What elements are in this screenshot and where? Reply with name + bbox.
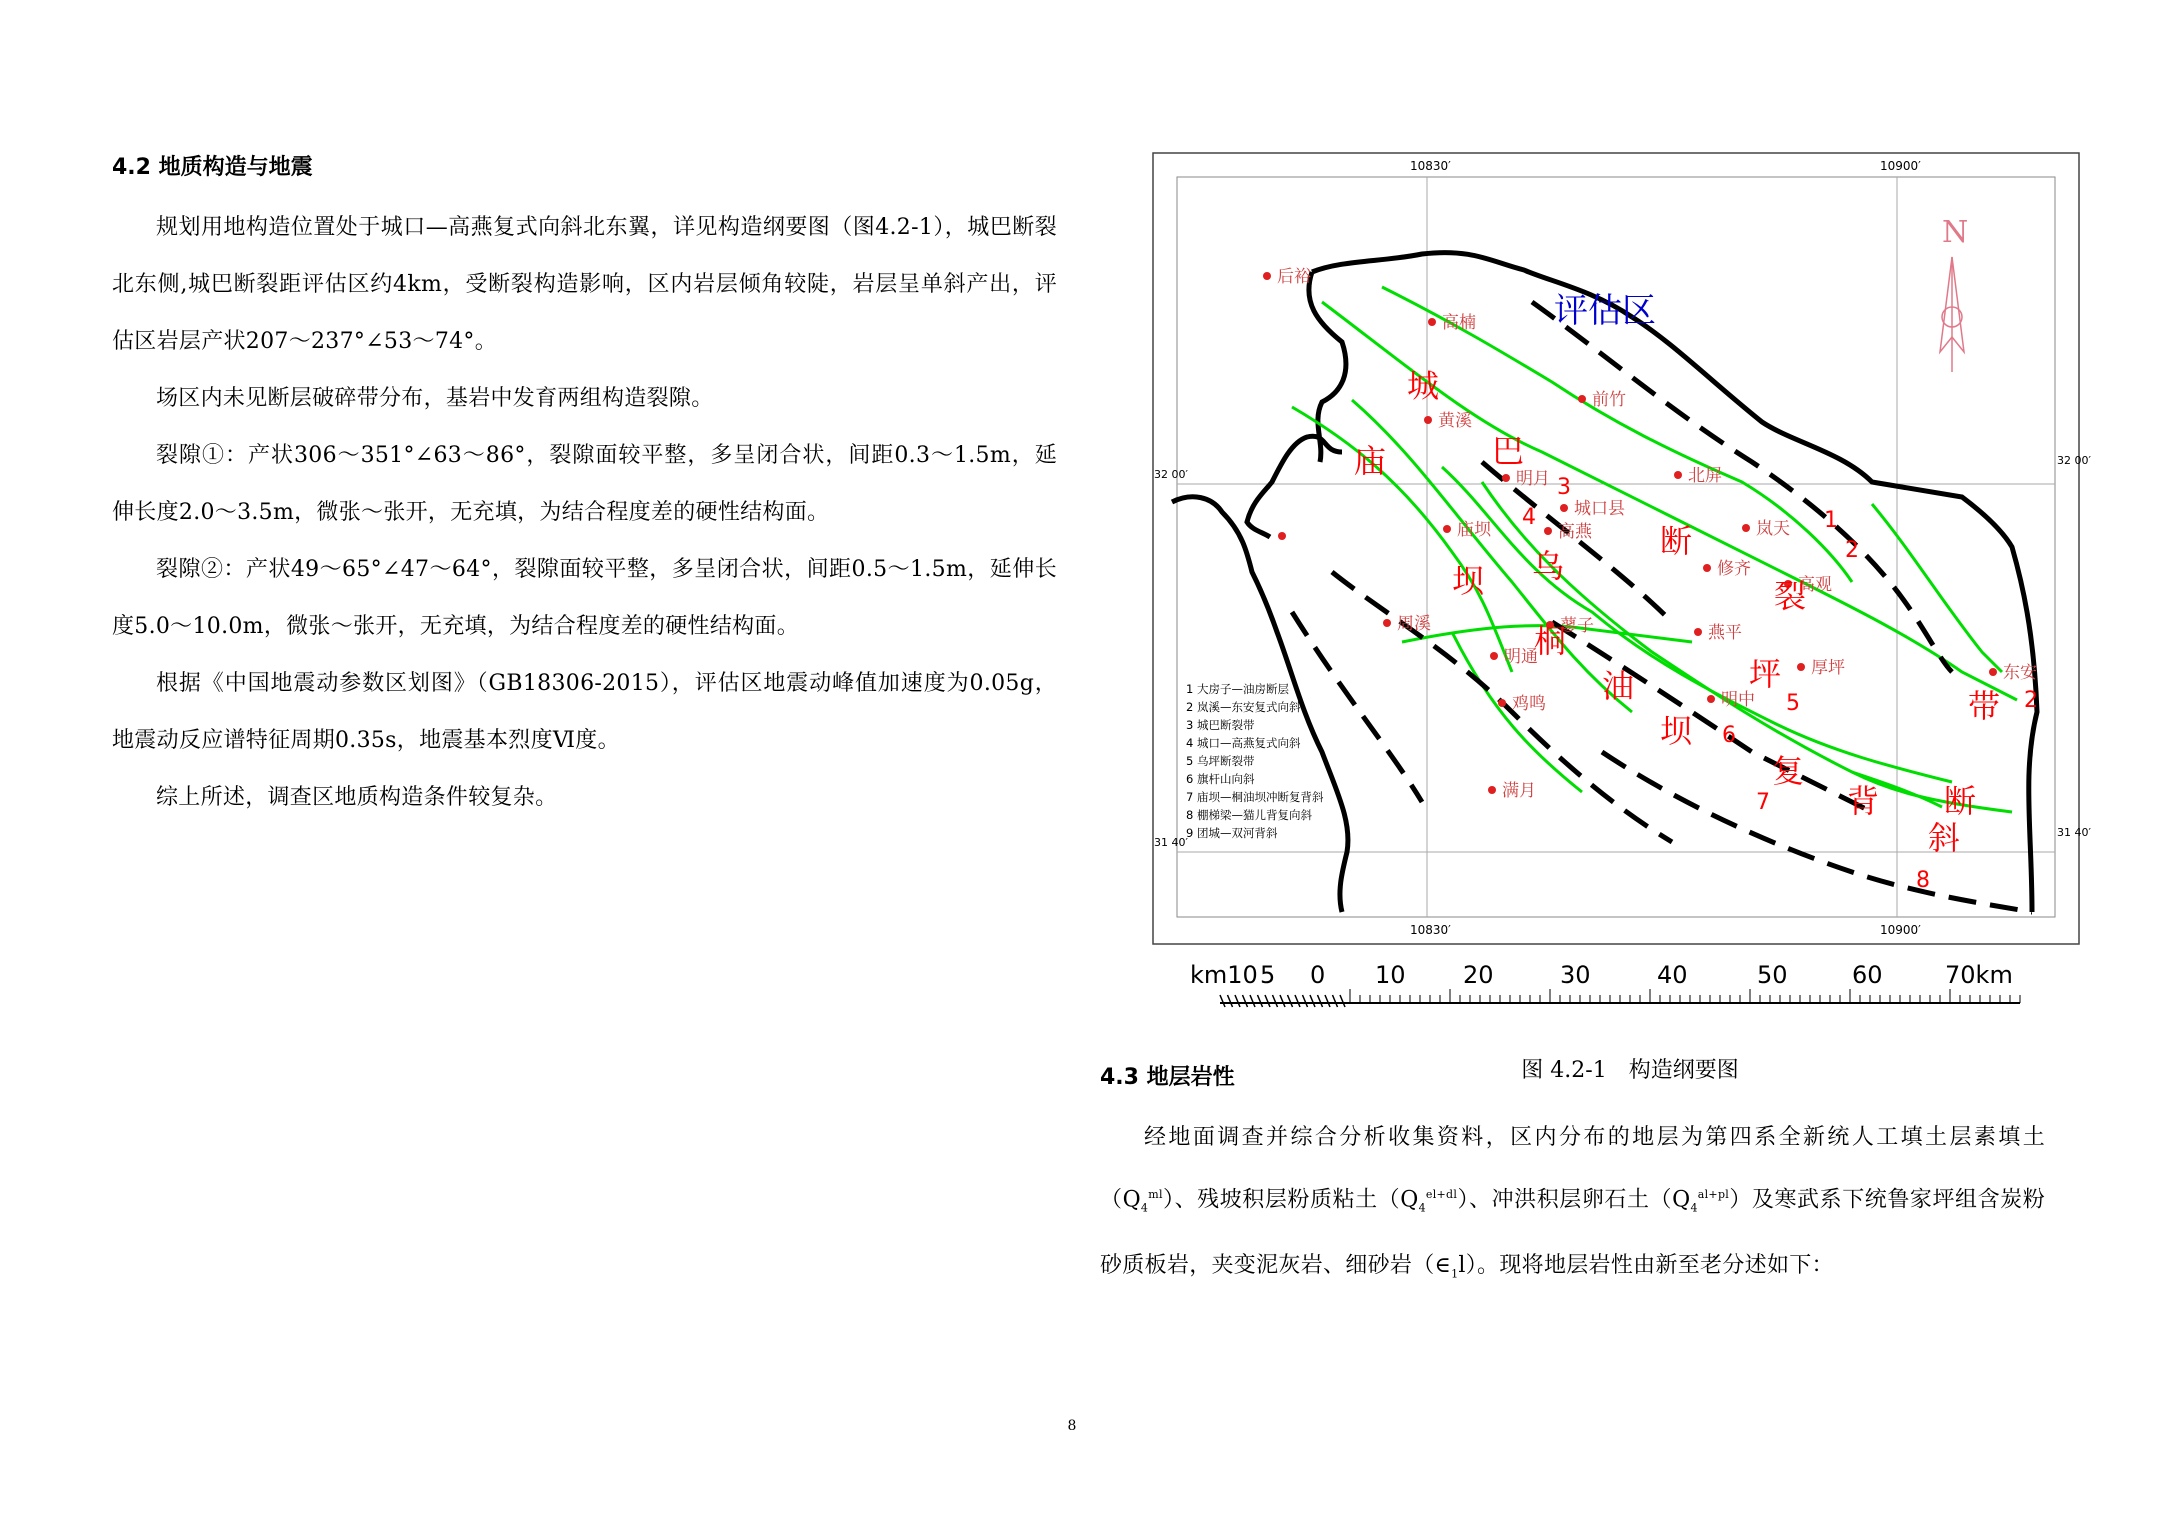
place-label: 北屏: [1688, 466, 1722, 486]
structure-label: 庙: [1354, 442, 1387, 480]
page-number: 8: [1067, 1418, 1077, 1434]
place-dot: [1544, 527, 1552, 535]
paragraph-text: 规划用地构造位置处于城口—高燕复式向斜北东翼，详见构造纲要图（图4.2-1），城巴断裂北东侧,城巴断裂距评估区约4km，受断裂构造影响，区内岩层倾角较陡，岩层呈单斜产出，评估区岩层产状207～237°: [112, 215, 1057, 354]
scale-label: 50: [1757, 961, 1788, 989]
paragraph: [112, 199, 1057, 370]
superscript: ml: [1148, 1188, 1163, 1201]
structure-label: 断: [1660, 522, 1693, 560]
scale-tick: [1288, 995, 1293, 1007]
lat-lower-left: 31 40′: [1154, 836, 1188, 849]
coord-top-right: 10900′: [1880, 159, 1921, 173]
paragraph: 综上所述，调查区地质构造条件较复杂。: [156, 785, 558, 810]
scale-ticks: [1220, 989, 2020, 1007]
place-label: 厚坪: [1811, 658, 1845, 678]
scale-label: 10: [1375, 961, 1406, 989]
place-dot: [1428, 318, 1436, 326]
scale-label: 0: [1310, 961, 1326, 989]
structure-label: 背: [1847, 782, 1880, 820]
eval-area-label: 评估区: [1554, 291, 1656, 331]
scale-tick: [1243, 995, 1248, 1007]
legend-item: 9 团城—双河背斜: [1186, 826, 1278, 840]
structure-label: 坪: [1749, 655, 1782, 693]
fault-number: 2: [1845, 538, 1859, 563]
place-label: 修齐: [1717, 559, 1751, 579]
fault-number: 5: [1786, 691, 1800, 716]
paragraph: 裂隙②：产状49～65°∠47～64°，裂隙面较平整，多呈闭合状，间距0.5～1.5m，延伸长度5.0～10.0m，微张～张开，无充填，为结合程度差的硬性结构面。: [112, 557, 1057, 639]
place-dot: [1560, 504, 1568, 512]
paragraph: 场区内未见断层破碎带分布，基岩中发育两组构造裂隙。: [156, 386, 714, 411]
place-dot: [1383, 619, 1391, 627]
structure-label: 坝: [1452, 562, 1485, 600]
subscript: 4: [1140, 1201, 1149, 1215]
scale-tick: [1273, 995, 1278, 1007]
legend-item: 2 岚溪—东安复式向斜: [1186, 700, 1301, 714]
subscript: 4: [1418, 1201, 1426, 1215]
structure-label: 油: [1602, 667, 1635, 705]
scale-tick: [1325, 995, 1330, 1007]
structure-label: 斜: [1928, 819, 1961, 857]
paragraph-text: ）、冲洪积层卵石土（Q: [1457, 1187, 1691, 1213]
right-column: [1100, 1060, 2045, 1302]
scale-labels: [1190, 961, 2013, 989]
place-dot: [1578, 395, 1586, 403]
superscript: el+dl: [1425, 1188, 1458, 1201]
place-label: 前竹: [1592, 390, 1626, 410]
scale-label: 60: [1852, 961, 1883, 989]
fault-number: 1: [1824, 508, 1838, 533]
place-dot: [1263, 272, 1271, 280]
place-dot: [1443, 525, 1451, 533]
place-label: 高观: [1798, 575, 1832, 595]
scale-tick: [1235, 995, 1240, 1007]
place-dot: [1703, 564, 1711, 572]
fault-number: 8: [1916, 868, 1930, 893]
structure-label: 城: [1407, 367, 1440, 405]
paragraph-text: ）、残坡积层粉质粘土（Q: [1162, 1187, 1419, 1213]
legend-item: 4 城口—高燕复式向斜: [1186, 736, 1301, 750]
place-dot: [1490, 652, 1498, 660]
fault-number: 2: [2024, 688, 2038, 713]
place-label: 明通: [1504, 647, 1538, 667]
scale-label: 30: [1560, 961, 1591, 989]
scale-tick: [1310, 995, 1315, 1007]
paragraph-text: l）。现将地层岩性由新至老分述如下：: [1458, 1252, 1834, 1278]
place-dot: [1742, 524, 1750, 532]
structure-label: 带: [1968, 687, 2001, 725]
paragraph: 根据《中国地震动参数区划图》（GB18306-2015），评估区地震动峰值加速度为0.05g，地震动反应谱特征周期0.35s，地震基本烈度Ⅵ度。: [112, 671, 1057, 753]
place-label: 满月: [1502, 781, 1536, 801]
coord-bottom-left: 10830′: [1410, 923, 1451, 937]
lat-upper-left: 32 00′: [1154, 468, 1188, 481]
place-label: 明月: [1516, 469, 1550, 489]
place-label: 周溪: [1397, 614, 1431, 634]
place-label: 岚天: [1756, 519, 1790, 539]
place-dot: [1694, 628, 1702, 636]
place-dot: [1989, 668, 1997, 676]
section-heading-4-2: 4.2 地质构造与地震: [112, 155, 313, 180]
structure-label: 坝: [1660, 712, 1693, 750]
legend-item: 8 棚梯梁—猫儿背复向斜: [1186, 808, 1312, 822]
lat-lower-right: 31 40′: [2057, 826, 2091, 839]
coord-bottom-right: 10900′: [1880, 923, 1921, 937]
scale-tick: [1318, 995, 1323, 1007]
scale-tick: [1280, 995, 1285, 1007]
subscript: 1: [1451, 1267, 1459, 1281]
place-dot: [1797, 663, 1805, 671]
scale-label: 40: [1657, 961, 1688, 989]
structure-outline-map: [1152, 152, 2091, 945]
scale-bar: [1190, 955, 2090, 1015]
paragraph: 裂隙①：产状306～351°∠63～86°，裂隙面较平整，多呈闭合状，间距0.3～1.5m，延伸长度2.0～3.5m，微张～张开，无充填，为结合程度差的硬性结构面。: [112, 443, 1057, 525]
scale-tick: [1228, 995, 1233, 1007]
place-dot: [1502, 474, 1510, 482]
scale-tick: [1340, 995, 1345, 1007]
svg-text:N: N: [1942, 215, 1969, 250]
paragraph-text: 经地面调查并综合分析收集资料，区内分布的地层为第四系全新统人工填土层素填土（Q: [1100, 1125, 2045, 1213]
fault-number: 3: [1557, 475, 1571, 500]
place-dot: [1707, 695, 1715, 703]
place-label: 鸡鸣: [1512, 694, 1546, 714]
legend-item: 1 大房子—油房断层: [1186, 682, 1289, 696]
left-column: [112, 150, 1057, 826]
coord-top-left: 10830′: [1410, 159, 1451, 173]
place-label: 黄溪: [1438, 411, 1472, 431]
place-label: 后裕: [1277, 267, 1311, 287]
scale-tick: [1265, 995, 1270, 1007]
scale-tick: [1250, 995, 1255, 1007]
place-label: 明中: [1721, 690, 1755, 710]
legend-item: 7 庙坝—桐油坝冲断复背斜: [1186, 790, 1324, 804]
fault-number: 7: [1756, 790, 1770, 815]
legend-item: 3 城巴断裂带: [1186, 718, 1255, 732]
structure-label: 复: [1772, 752, 1805, 790]
section-heading-4-3: 4.3 地层岩性: [1100, 1065, 1235, 1090]
place-label: 城口县: [1574, 499, 1625, 519]
place-label: 东安: [2003, 663, 2037, 683]
structure-label: 桐: [1534, 622, 1567, 660]
structure-label: 断: [1944, 782, 1977, 820]
figure-caption: 图 4.2-1 构造纲要图: [1521, 1058, 1739, 1083]
place-dot: [1424, 416, 1432, 424]
lat-upper-right: 32 00′: [2057, 454, 2091, 467]
paragraph-text: ∠53～74°。: [365, 329, 498, 354]
place-dot: [1498, 699, 1506, 707]
scale-tick: [1258, 995, 1263, 1007]
scale-tick: [1295, 995, 1300, 1007]
place-label: 高楠: [1442, 313, 1476, 333]
subscript: 4: [1690, 1201, 1698, 1215]
scale-tick: [1333, 995, 1338, 1007]
scale-label: 20: [1463, 961, 1494, 989]
place-dot: [1488, 786, 1496, 794]
fault-number: 4: [1522, 505, 1536, 530]
scale-label: 70km: [1945, 961, 2013, 989]
scale-tick: [1303, 995, 1308, 1007]
place-label: 庙坝: [1457, 520, 1491, 540]
superscript: al+pl: [1697, 1188, 1730, 1201]
structure-label: 巴: [1492, 432, 1525, 470]
place-dot: [1674, 471, 1682, 479]
structure-label: 裂: [1774, 577, 1807, 615]
scale-label: km10: [1190, 961, 1258, 989]
place-dot: [1278, 532, 1286, 540]
paragraph: [1100, 1109, 2045, 1302]
place-label: 燕平: [1708, 623, 1742, 643]
legend-item: 5 乌坪断裂带: [1186, 754, 1255, 768]
scale-tick: [1220, 995, 1225, 1007]
paragraph-text: ）及寒武系下统鲁家坪组含炭粉砂质板岩，夹变泥灰岩、细砂岩（∈: [1100, 1187, 2045, 1278]
scale-label: 5: [1260, 961, 1276, 989]
place-label: 蓼子: [1560, 616, 1594, 636]
legend-item: 6 旗杆山向斜: [1186, 772, 1255, 786]
structure-label: 乌: [1532, 547, 1565, 585]
fault-number: 6: [1722, 723, 1736, 748]
place-label: 高燕: [1558, 522, 1592, 542]
